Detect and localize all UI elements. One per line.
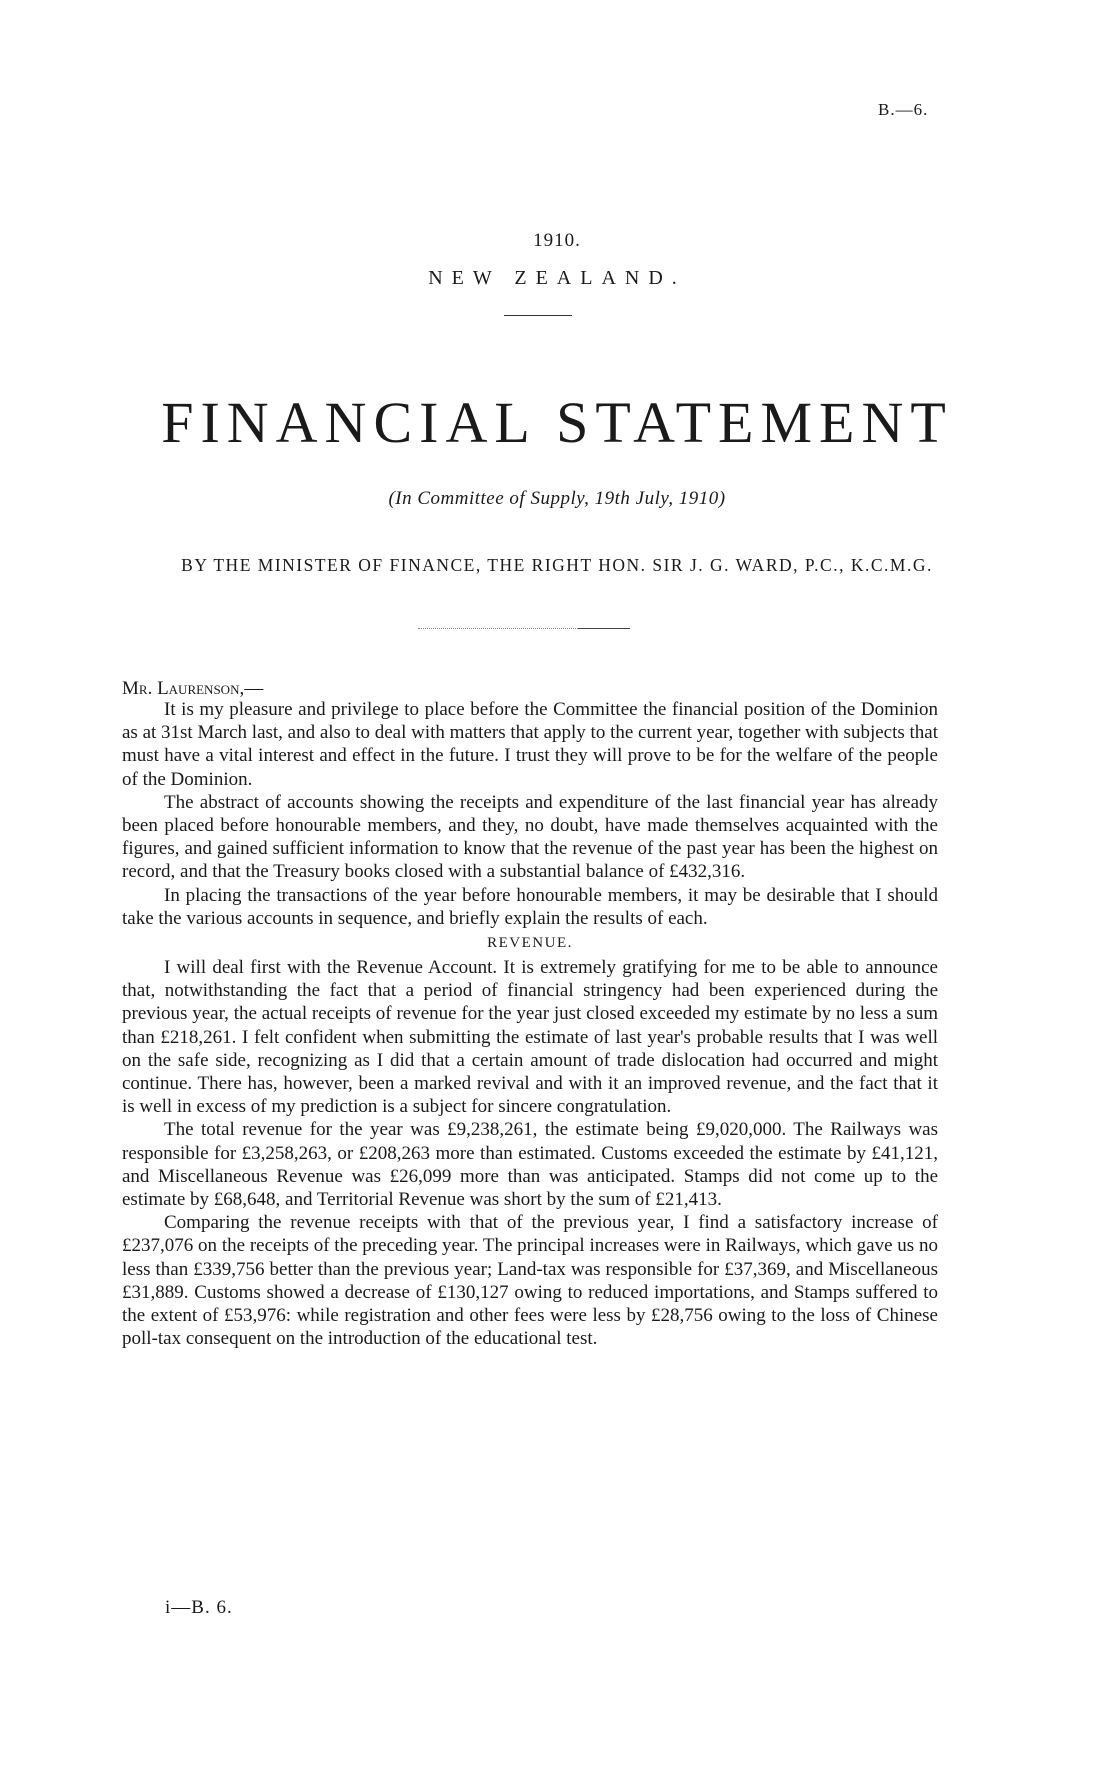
- paragraph-intro-3: In placing the transactions of the year before honourable members, it may be desirable that I should take the various accounts in sequence, and briefly explain the results of each.: [122, 884, 938, 929]
- ornamental-divider: [418, 628, 630, 629]
- paragraph-revenue-2: The total revenue for the year was £9,238,261, the estimate being £9,020,000. The Railways was responsible for £3,258,263, or £208,263 more than estimated. Customs exceeded the estimate by £41,121, and Miscellaneous Revenue was £26,099 more than was anticipated. Stamps did not come up to the estimate by £68,648, and Territorial Revenue was short by the sum of £21,413.: [122, 1119, 938, 1211]
- section-heading-revenue: REVENUE.: [487, 935, 573, 952]
- footer-reference: i—B. 6.: [165, 1597, 233, 1618]
- paragraph-intro-1: It is my pleasure and privilege to place before the Committee the financial position of the Dominion as at 31st March last, and also to deal with matters that apply to the current year, together with subjects that must have a vital interest and effect in the future. I trust they will prove to be for the welfare of the people of the Dominion.: [122, 699, 939, 790]
- paragraph-revenue-1: I will deal first with the Revenue Account. It is extremely gratifying for me to be able to announce that, notwithstanding the fact that a period of financial stringency had been experienced during the previous year, the actual receipts of revenue for the year just closed exceeded my estimate by no less a sum than £218,261. I felt confident when submitting the estimate of last year's probable results that I was well on the safe side, recognizing as I did that a certain amount of trade dislocation had occurred and might continue. There has, however, been a marked revival and with it an improved revenue, and the fact that it is well in excess of my prediction is a subject for sincere congratulation.: [122, 957, 938, 1118]
- page-reference: B.—6.: [878, 100, 929, 119]
- paragraph-revenue-3: Comparing the revenue receipts with that of the previous year, I find a satisfactory increase of £237,076 on the receipts of the preceding year. The principal increases were in Railways, which gave us no less than £339,756 better than the previous year; Land-tax was responsible for £37,369, and Miscellaneous £31,889. Customs showed a decrease of £130,127 owing to reduced importations, and Stamps suffered to the extent of £53,976: while registration and other fees were less by £28,756 owing to the loss of Chinese poll-tax consequent on the introduction of the educational test.: [122, 1212, 938, 1350]
- body-text: [122, 698, 938, 1350]
- page-title: FINANCIAL STATEMENT: [161, 390, 953, 455]
- paragraph-intro-2: The abstract of accounts showing the receipts and expenditure of the last financial year has already been placed before honourable members, and they, no doubt, have made themselves acquainted with the figures, and gained sufficient information to know that the revenue of the past year has been the highest on record, and that the Treasury books closed with a substantial balance of £432,316.: [122, 791, 938, 883]
- short-divider: [504, 315, 572, 316]
- document-subtitle: (In Committee of Supply, 19th July, 1910): [388, 488, 726, 509]
- document-year: 1910.: [533, 230, 581, 251]
- author-byline: BY THE MINISTER OF FINANCE, THE RIGHT HON. SIR J. G. WARD, P.C., K.C.M.G.: [181, 555, 933, 575]
- country-heading: NEW ZEALAND.: [428, 267, 686, 289]
- addressee: Mr. Laurenson,—: [122, 678, 264, 699]
